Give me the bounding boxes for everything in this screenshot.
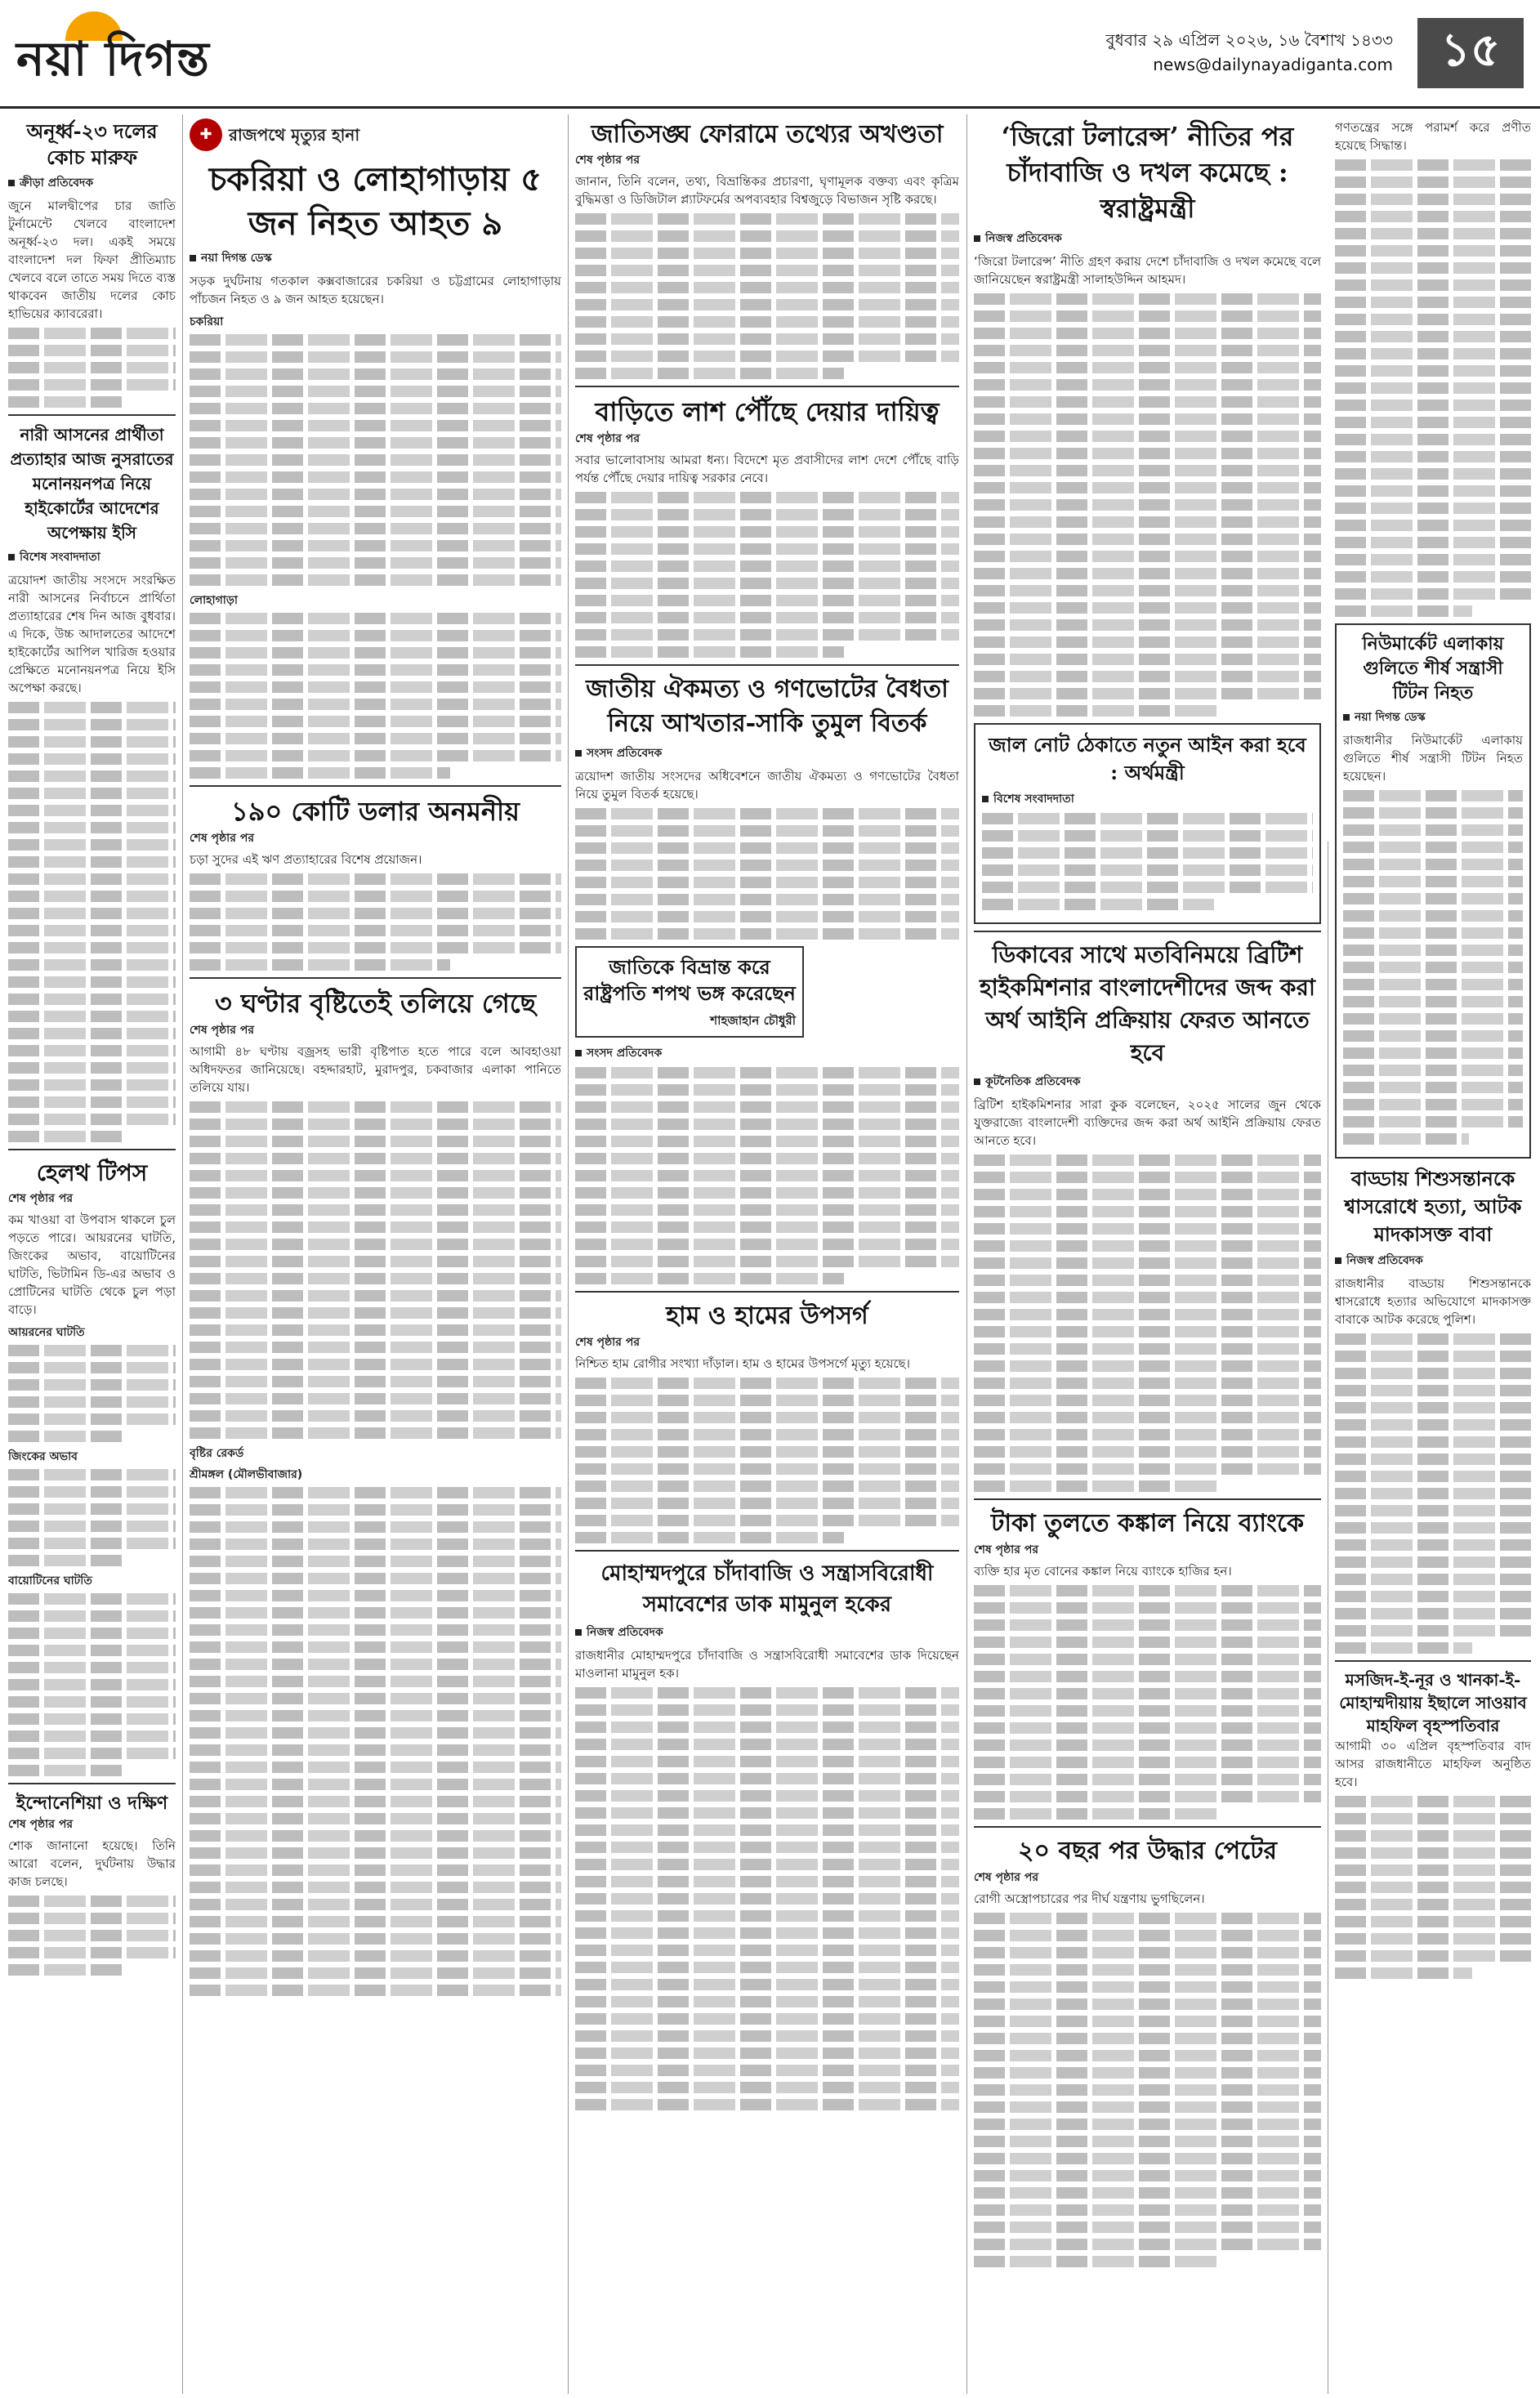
byline: নয়া দিগন্ত ডেস্ক xyxy=(1355,711,1426,724)
article-text: নিশ্চিত হাম রোগীর সংখ্যা দাঁড়াল। হাম ও হামের উপসর্গে মৃত্যু হয়েছে। xyxy=(575,1356,910,1371)
headline[interactable]: টাকা তুলতে কঙ্কাল নিয়ে ব্যাংকে xyxy=(990,1509,1304,1538)
section-header xyxy=(190,118,561,151)
article-text: জানান, তিনি বলেন, তথ্য, বিভ্রান্তিকর প্রচারণা, ঘৃণামূলক বক্তব্য এবং কৃত্রিম বুদ্ধিমত্তা ও ডিজিটাল প্ল্যাটফর্মের অপব্যবহার বিশ্বজুড়ে বিভাজন সৃষ্টি করছে। xyxy=(575,174,959,207)
article-text: রাজধানীর নিউমার্কেট এলাকায় গুলিতে শীর্ষ সন্ত্রাসী টিটন নিহত হয়েছেন। xyxy=(1343,733,1523,784)
masthead xyxy=(0,0,1540,109)
headline[interactable]: জাতিকে বিভ্রান্ত করে রাষ্ট্রপতি শপথ ভঙ্গ করেছেন xyxy=(583,955,796,1005)
column-4 xyxy=(974,118,1321,2394)
article-text: সবার ভালোবাসায় আমরা ধন্য। বিদেশে মৃত প্রবাসীদের লাশ দেশে পৌঁছে বাড়ি পর্যন্ত পৌঁছে দেয়ার দায়িত্ব সরকার নেবে। xyxy=(575,453,959,485)
continued-label: শেষ পৃষ্ঠার পর xyxy=(575,1336,641,1349)
headline[interactable]: নারী আসনের প্রার্থীতা প্রত্যাহার আজ নুসরাতের মনোনয়নপত্র নিয়ে হাইকোর্টের আদেশের অপেক্ষায় ইসি xyxy=(10,425,174,543)
column-1 xyxy=(8,118,176,2394)
byline: ক্রীড়া প্রতিবেদক xyxy=(20,176,94,190)
headline[interactable]: ২০ বছর পর উদ্ধার পেটের xyxy=(1017,1837,1278,1865)
dateline xyxy=(1106,28,1393,77)
subheading: বায়োটিনের ঘাটতি xyxy=(8,1574,92,1588)
boxed-story xyxy=(1335,623,1531,1159)
article-text: ব্যক্তি হার মৃত বোনের কঙ্কাল নিয়ে ব্যাংকে হাজির হন। xyxy=(974,1564,1232,1579)
article-text: ব্রিটিশ হাইকমিশনার সারা কুক বলেছেন, ২০২৫ সালের জুন থেকে যুক্তরাজ্যে বাংলাদেশী ব্যক্তিদের জব্দ করা অর্থ আইনি প্রক্রিয়ায় ফেরত আনতে হবে। xyxy=(974,1097,1321,1148)
headline[interactable]: মসজিদ-ই-নূর ও খানকা-ই-মোহাম্মদীয়ায় ইছালে সাওয়াব মাহফিল বৃহস্পতিবার xyxy=(1339,1670,1527,1735)
column-3 xyxy=(575,118,959,2394)
byline: নিজস্ব প্রতিবেদক xyxy=(587,1626,663,1639)
subheading: লোহাগাড়া xyxy=(190,594,238,607)
byline: কূটনৈতিক প্রতিবেদক xyxy=(985,1075,1081,1088)
email[interactable]: news@dailynayadiganta.com xyxy=(1153,55,1393,74)
continued-label: শেষ পৃষ্ঠার পর xyxy=(8,1192,74,1205)
headline[interactable]: জাতীয় ঐকমত্য ও গণভোটের বৈধতা নিয়ে আখতার-সাকি তুমুল বিতর্ক xyxy=(586,675,949,738)
headline[interactable]: ১৯০ কোটি ডলার অনমনীয় xyxy=(231,796,520,827)
newspaper-logo[interactable]: নয়া দিগন্ত xyxy=(16,31,210,87)
date: বুধবার ২৯ এপ্রিল ২০২৬, ১৬ বৈশাখ ১৪৩৩ xyxy=(1105,30,1393,50)
article-text: রাজধানীর মোহাম্মদপুরে চাঁদাবাজি ও সন্ত্রাসবিরোধী সমাবেশের ডাক দিয়েছেন মাওলানা মামুনুল হক। xyxy=(575,1648,959,1681)
article-text: ত্রয়োদশ জাতীয় সংসদের অধিবেশনে জাতীয় ঐকমত্য ও গণভোটের বৈধতা নিয়ে তুমুল বিতর্ক হয়েছে। xyxy=(575,769,959,802)
continued-label: শেষ পৃষ্ঠার পর xyxy=(974,1543,1039,1556)
headline[interactable]: বাড্ডায় শিশুসন্তানকে শ্বাসরোধে হত্যা, আটক মাদকাসক্ত বাবা xyxy=(1344,1167,1522,1246)
column-divider xyxy=(966,114,967,2394)
subheading: জিংকের অভাব xyxy=(8,1450,78,1463)
headline[interactable]: মোহাম্মদপুরে চাঁদাবাজি ও সন্ত্রাসবিরোধী সমাবেশের ডাক মামুনুল হকের xyxy=(600,1561,934,1617)
headline[interactable]: জাতিসঙ্ঘ ফোরামে তথ্যের অখণ্ডতা xyxy=(591,120,944,149)
column-5 xyxy=(1335,118,1531,2394)
byline: নয়া দিগন্ত ডেস্ক xyxy=(201,252,272,265)
headline[interactable]: ডিকাবের সাথে মতবিনিময়ে ব্রিটিশ হাইকমিশনার বাংলাদেশীদের জব্দ করা অর্থ আইনি প্রক্রিয়ায় ফেরত আনতে হবে xyxy=(979,941,1316,1066)
article-text: কম খাওয়া বা উপবাস থাকলে চুল পড়তে পারে। আয়রনের ঘাটতি, জিংকের অভাব, বায়োটিনের ঘাটতি, ভিটামিন ডি-এর অভাব ও প্রোটিনের ঘাটতি থেকে চুল পড়া বাড়ে। xyxy=(8,1212,176,1317)
article-text: ‘জিরো টলারেন্স’ নীতি গ্রহণ করায় দেশে চাঁদাবাজি ও দখল কমেছে বলে জানিয়েছেন স্বরাষ্ট্রমন্ত্রী সালাহউদ্দিন আহমদ। xyxy=(974,254,1321,287)
article-text: আগামী ৩০ এপ্রিল বৃহস্পতিবার বাদ আসর রাজধানীতে মাহফিল অনুষ্ঠিত হবে। xyxy=(1335,1739,1531,1789)
article-text: চড়া সুদের এই ঋণ প্রত্যাহারের বিশেষ প্রয়োজন। xyxy=(190,852,422,867)
article-text: রোগী অস্ত্রোপচারের পর দীর্ঘ যন্ত্রণায় ভুগছিলেন। xyxy=(974,1891,1205,1906)
continued-label: শেষ পৃষ্ঠার পর xyxy=(575,154,641,167)
byline: নিজস্ব প্রতিবেদক xyxy=(985,232,1062,245)
article-text: জুনে মালদ্বীপের চার জাতি টুর্নামেন্টে খেলবে বাংলাদেশ অনূর্ধ্ব-২৩ দল। একই সময়ে বাংলাদেশ দল ফিফা প্রীতিম্যাচ খেলবে বলে তাতে সময় দিতে ব্যস্ত থাকবেন জাতীয় দলের কোচ হাভিয়ের ক্যাবরেরা। xyxy=(8,199,176,321)
page-number: ১৫ xyxy=(1417,18,1524,88)
subheading: শ্রীমঙ্গল (মৌলভীবাজার) xyxy=(190,1468,303,1481)
article-text: সড়ক দুর্ঘটনায় গতকাল কক্সবাজারের চকরিয়া ও চট্টগ্রামের লোহাগাড়ায় পাঁচজন নিহত ও ৯ জন আহত হয়েছেন। xyxy=(190,274,561,306)
article-text: আগামী ৪৮ ঘণ্টায় বজ্রসহ ভারী বৃষ্টিপাত হতে পারে বলে আবহাওয়া অধিদফতর জানিয়েছে। বহদ্দারহাট, মুরাদপুর, চকবাজার এলাকা পানিতে তলিয়ে যায়। xyxy=(190,1044,561,1095)
boxed-story xyxy=(974,723,1321,924)
article-text: ত্রয়োদশ জাতীয় সংসদে সংরক্ষিত নারী আসনের নির্বাচনে প্রার্থিতা প্রত্যাহারের শেষ দিন আজ বুধবার। এ দিকে, উচ্চ আদালতের আদেশে হাইকোর্টের আপিল খারিজ হওয়ার প্রেক্ষিতে মনোনয়নপত্র নিয়ে ইসি অপেক্ষা করছে। xyxy=(8,573,176,695)
headline[interactable]: হেলথ টিপস xyxy=(36,1159,148,1186)
headline[interactable]: ৩ ঘণ্টার বৃষ্টিতেই তলিয়ে গেছে xyxy=(214,988,537,1019)
byline: সংসদ প্রতিবেদক xyxy=(587,747,663,760)
byline: বিশেষ সংবাদদাতা xyxy=(993,793,1074,806)
continued-label: শেষ পৃষ্ঠার পর xyxy=(190,1024,255,1037)
boxed-quote xyxy=(575,946,804,1038)
author: শাহজাহান চৌধুরী xyxy=(710,1013,796,1028)
continued-label: শেষ পৃষ্ঠার পর xyxy=(190,832,255,845)
column-2 xyxy=(190,118,561,2394)
article-text: গণতন্ত্রের সঙ্গে পরামর্শ করে প্রণীত হয়েছে সিদ্ধান্ত। xyxy=(1335,120,1531,153)
article-text: রাজধানীর বাড্ডায় শিশুসন্তানকে শ্বাসরোধে হত্যার অভিযোগে মাদকাসক্ত বাবাকে আটক করেছে পুলিশ। xyxy=(1335,1276,1531,1327)
continued-label: শেষ পৃষ্ঠার পর xyxy=(974,1871,1039,1884)
byline: বিশেষ সংবাদদাতা xyxy=(20,551,100,564)
subheading: বৃষ্টির রেকর্ড xyxy=(190,1447,244,1460)
column-divider xyxy=(182,114,183,2394)
headline[interactable]: নিউমার্কেট এলাকায় গুলিতে শীর্ষ সন্ত্রাসী টিটন নিহত xyxy=(1362,633,1504,703)
headline[interactable]: অনূর্ধ্ব-২৩ দলের কোচ মারুফ xyxy=(26,119,158,169)
headline[interactable]: ‘জিরো টলারেন্স’ নীতির পর চাঁদাবাজি ও দখল কমেছে : স্বরাষ্ট্রমন্ত্রী xyxy=(1001,121,1294,224)
headline[interactable]: হাম ও হামের উপসর্গ xyxy=(666,1302,868,1330)
subheading: চকরিয়া xyxy=(190,315,224,328)
article-text: শোক জানানো হয়েছে। তিনি আরো বলেন, দুর্ঘটনায় উদ্ধার কাজ চলছে। xyxy=(8,1838,176,1889)
headline[interactable]: ইন্দোনেশিয়া ও দক্ষিণ xyxy=(16,1793,168,1814)
byline: নিজস্ব প্রতিবেদক xyxy=(1346,1254,1423,1267)
continued-label: শেষ পৃষ্ঠার পর xyxy=(575,432,641,445)
headline[interactable]: জাল নোট ঠেকাতে নতুন আইন করা হবে : অর্থমন্ত্রী xyxy=(989,733,1306,784)
continued-label: শেষ পৃষ্ঠার পর xyxy=(8,1818,74,1831)
column-divider xyxy=(568,114,569,2394)
accident-icon: ✚ xyxy=(190,118,222,151)
headline[interactable]: বাড়িতে লাশ পৌঁছে দেয়ার দায়িত্ব xyxy=(595,396,940,427)
byline: সংসদ প্রতিবেদক xyxy=(587,1047,663,1060)
subheading: আয়রনের ঘাটতি xyxy=(8,1326,85,1339)
section-label: রাজপথে মৃত্যুর হানা xyxy=(229,125,360,145)
headline[interactable]: চকরিয়া ও লোহাগাড়ায় ৫ জন নিহত আহত ৯ xyxy=(208,160,542,243)
